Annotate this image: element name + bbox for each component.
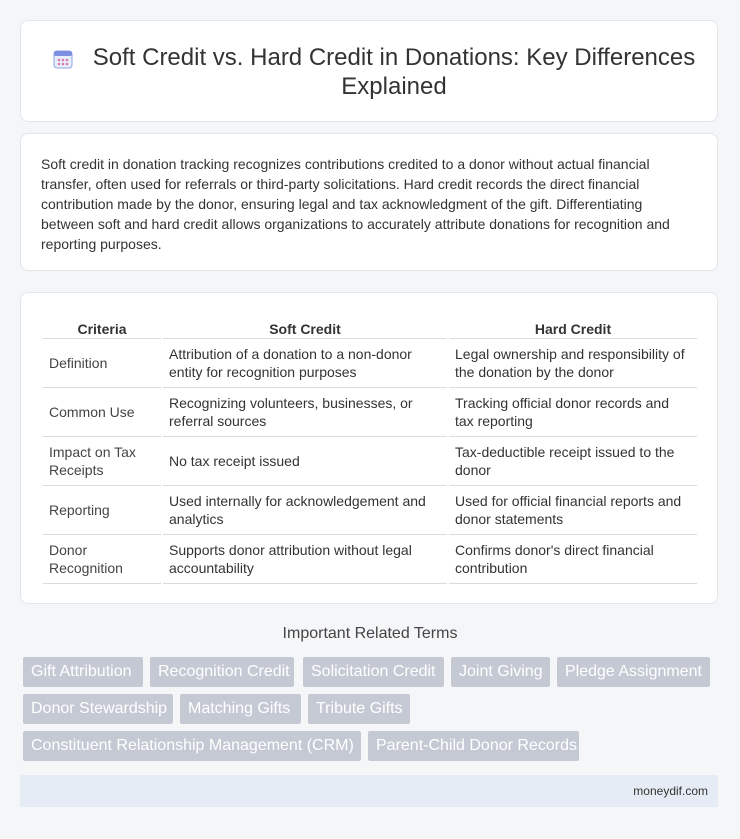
hard-credit-cell: Legal ownership and responsibility of the donation by the donor bbox=[449, 339, 697, 388]
related-term-tag[interactable]: Pledge Assignment bbox=[557, 657, 710, 687]
footer bbox=[20, 775, 718, 807]
related-term-tag[interactable]: Matching Gifts bbox=[180, 694, 301, 724]
comparison-table bbox=[41, 313, 699, 584]
related-term-tag[interactable]: Gift Attribution bbox=[23, 657, 143, 687]
related-term-tag[interactable]: Solicitation Credit bbox=[303, 657, 444, 687]
column-header: Hard Credit bbox=[449, 313, 697, 339]
table-row bbox=[43, 535, 697, 584]
title-card bbox=[20, 20, 718, 122]
page-title: Soft Credit vs. Hard Credit in Donations: Key Differences Explained bbox=[92, 44, 696, 100]
criteria-cell: Common Use bbox=[43, 388, 161, 437]
hard-credit-cell: Tracking official donor records and tax reporting bbox=[449, 388, 697, 437]
column-header: Criteria bbox=[43, 313, 161, 339]
soft-credit-cell: Attribution of a donation to a non-donor entity for recognition purposes bbox=[163, 339, 447, 388]
hard-credit-cell: Tax-deductible receipt issued to the donor bbox=[449, 437, 697, 486]
table-row bbox=[43, 339, 697, 388]
soft-credit-cell: No tax receipt issued bbox=[163, 437, 447, 486]
related-term-tag[interactable]: Tribute Gifts bbox=[308, 694, 410, 724]
related-term-tag[interactable]: Recognition Credit bbox=[150, 657, 294, 687]
table-row bbox=[43, 437, 697, 486]
related-terms-title: Important Related Terms bbox=[282, 625, 458, 642]
hard-credit-cell: Used for official financial reports and donor statements bbox=[449, 486, 697, 535]
soft-credit-cell: Used internally for acknowledgement and analytics bbox=[163, 486, 447, 535]
hard-credit-cell: Confirms donor's direct financial contribution bbox=[449, 535, 697, 584]
table-header-row bbox=[43, 313, 697, 339]
criteria-cell: Donor Recognition bbox=[43, 535, 161, 584]
table-row bbox=[43, 388, 697, 437]
soft-credit-cell: Recognizing volunteers, businesses, or referral sources bbox=[163, 388, 447, 437]
soft-credit-cell: Supports donor attribution without legal accountability bbox=[163, 535, 447, 584]
comparison-card bbox=[20, 292, 718, 604]
related-term-tag[interactable]: Joint Giving bbox=[451, 657, 550, 687]
column-header: Soft Credit bbox=[163, 313, 447, 339]
table-row bbox=[43, 486, 697, 535]
criteria-cell: Reporting bbox=[43, 486, 161, 535]
intro-text: Soft credit in donation tracking recognizes contributions credited to a donor without actual financial transfer, often used for referrals or third-party solicitations. Hard credit records the direct financial contribution made by the donor, ensuring legal and tax acknowledgment of the gift. Differentiating between soft and hard credit allows organizations to accurately attribute donations for recognition and reporting purposes. bbox=[41, 156, 670, 252]
criteria-cell: Impact on Tax Receipts bbox=[43, 437, 161, 486]
related-term-tag[interactable]: Parent-Child Donor Records bbox=[368, 731, 579, 761]
calendar-icon bbox=[51, 47, 75, 71]
site-credit: moneydif.com bbox=[633, 784, 708, 798]
related-term-tag[interactable]: Constituent Relationship Management (CRM) bbox=[23, 731, 361, 761]
intro-card bbox=[20, 133, 718, 271]
related-term-tag[interactable]: Donor Stewardship bbox=[23, 694, 173, 724]
criteria-cell: Definition bbox=[43, 339, 161, 388]
